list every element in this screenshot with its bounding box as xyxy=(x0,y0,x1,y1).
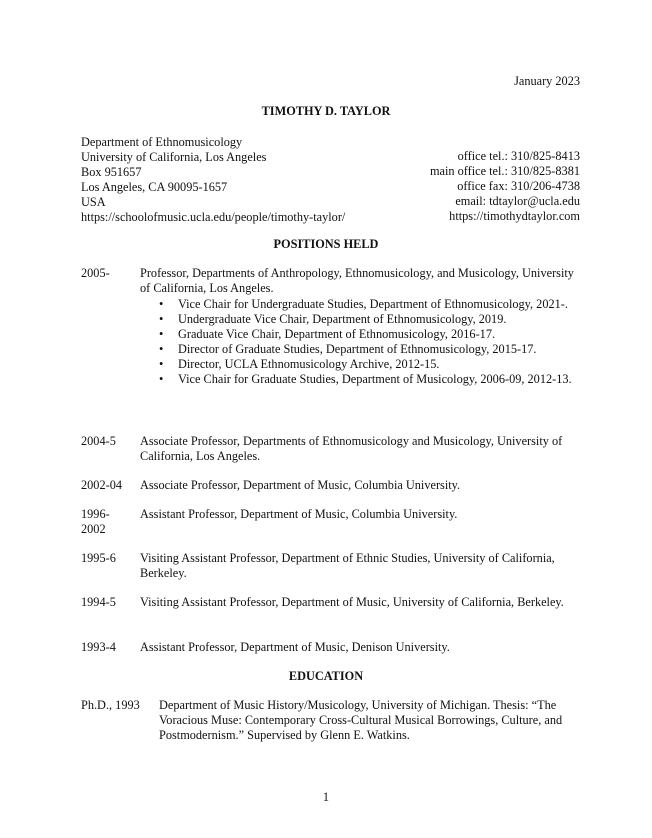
position-entry xyxy=(81,507,581,536)
position-title: Visiting Assistant Professor, Department of Ethnic Studies, University of California, Berkeley. xyxy=(140,551,555,580)
degree-year: Ph.D., 1993 xyxy=(81,698,140,712)
role-text: Undergraduate Vice Chair, Department of Ethnomusicology, 2019. xyxy=(178,312,507,326)
role-text: Director, UCLA Ethnomusicology Archive, 2012-15. xyxy=(178,357,440,371)
role-text: Director of Graduate Studies, Department of Ethnomusicology, 2015-17. xyxy=(178,342,537,356)
position-years: 2002-04 xyxy=(81,478,122,492)
positions-heading: POSITIONS HELD xyxy=(273,237,379,251)
position-entry xyxy=(81,478,581,493)
main-office-phone: main office tel.: 310/825-8381 xyxy=(429,164,580,178)
faculty-page-link[interactable]: https://schoolofmusic.ucla.edu/people/timothy-taylor/ xyxy=(81,210,346,224)
bullet-icon: • xyxy=(159,342,164,356)
role-item xyxy=(159,357,581,372)
position-years: 1996-2002 xyxy=(81,507,110,536)
role-item xyxy=(159,342,581,357)
document-date: January 2023 xyxy=(514,74,580,88)
position-years: 1994-5 xyxy=(81,595,116,609)
role-list xyxy=(140,297,581,387)
position-years: 2004-5 xyxy=(81,434,116,448)
address-country: USA xyxy=(81,195,106,209)
role-text: Vice Chair for Undergraduate Studies, Department of Ethnomusicology, 2021-. xyxy=(178,297,568,311)
position-entry xyxy=(81,551,581,581)
bullet-icon: • xyxy=(159,372,164,386)
position-entry xyxy=(81,595,581,610)
address-city: Los Angeles, CA 90095-1657 xyxy=(81,180,228,194)
position-entry xyxy=(81,640,581,655)
education-entry xyxy=(81,698,581,743)
education-heading: EDUCATION xyxy=(288,669,364,683)
position-title: Associate Professor, Department of Music, Columbia University. xyxy=(140,478,461,492)
role-item xyxy=(159,297,581,312)
position-years: 1993-4 xyxy=(81,640,116,654)
role-item xyxy=(159,372,581,387)
degree-details: Department of Music History/Musicology, University of Michigan. Thesis: “The Voracious Muse: Contemporary Cross-Cultural Musical Borrowings, Culture, and Postmodernism.” Supervised by Glenn E. Watkins. xyxy=(159,698,563,742)
bullet-icon: • xyxy=(159,297,164,311)
position-title: Assistant Professor, Department of Music, Denison University. xyxy=(140,640,450,654)
position-title: Professor, Departments of Anthropology, Ethnomusicology, and Musicology, University of California, Los Angeles. xyxy=(140,266,574,295)
office-fax: office fax: 310/206-4738 xyxy=(457,179,580,193)
bullet-icon: • xyxy=(159,327,164,341)
address-department: Department of Ethnomusicology xyxy=(81,135,243,149)
role-text: Graduate Vice Chair, Department of Ethnomusicology, 2016-17. xyxy=(178,327,496,341)
office-phone: office tel.: 310/825-8413 xyxy=(457,149,580,163)
person-name: TIMOTHY D. TAYLOR xyxy=(261,104,391,118)
contact-details xyxy=(430,149,580,224)
address-university: University of California, Los Angeles xyxy=(81,150,267,164)
position-entry xyxy=(81,266,581,387)
position-entry xyxy=(81,434,581,464)
role-text: Vice Chair for Graduate Studies, Department of Musicology, 2006-09, 2012-13. xyxy=(178,372,572,386)
address-box: Box 951657 xyxy=(81,165,142,179)
position-title: Assistant Professor, Department of Music, Columbia University. xyxy=(140,507,458,521)
position-years: 1995-6 xyxy=(81,551,116,565)
email-address[interactable]: email: tdtaylor@ucla.edu xyxy=(455,194,580,208)
page-number: 1 xyxy=(322,790,330,804)
position-title: Visiting Assistant Professor, Department of Music, University of California, Berkeley. xyxy=(140,595,564,609)
personal-website-link[interactable]: https://timothydtaylor.com xyxy=(449,209,580,223)
role-item xyxy=(159,312,581,327)
position-years: 2005- xyxy=(81,266,110,280)
mailing-address xyxy=(81,135,345,225)
bullet-icon: • xyxy=(159,312,164,326)
role-item xyxy=(159,327,581,342)
position-title: Associate Professor, Departments of Ethnomusicology and Musicology, University of California, Los Angeles. xyxy=(140,434,563,463)
bullet-icon: • xyxy=(159,357,164,371)
